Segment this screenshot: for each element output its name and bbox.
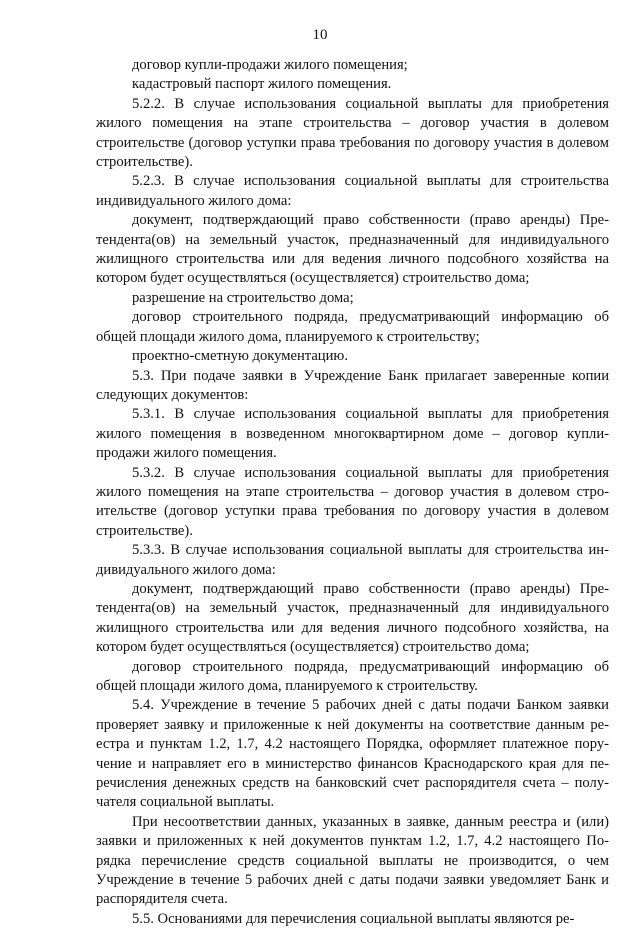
paragraph-5-2-3: 5.2.3. В случае использования социальной выплаты для строительства индивидуального жилого дома: xyxy=(96,173,609,209)
paragraph-5-5: 5.5. Основаниями для перечисления социальной выплаты являются ре- xyxy=(132,910,575,927)
paragraph-data-mismatch: При несоответствии данных, указанных в заявке, данным реестра и (или) заявки и приложенных к ней документов пунктам 1.2, 1.7, 4.2 настоящего Порядка перечисление средств социальной выплаты не производится, о чем Учреждение в течение 5 рабочих дней с даты подачи заявки уведомляет Банк и распорядителя счета. xyxy=(96,813,609,908)
paragraph-5-3-2: 5.3.2. В случае использования социальной выплаты для приобретения жилого помещения на этапе строительства – договор участия в долевом строительстве (договор уступки права требования по договору участия в долевом строительстве). xyxy=(96,464,609,539)
paragraph-land-ownership-document-2: документ, подтверждающий право собственности (право аренды) Претендента(ов) на земельный участок, предназначенный для индивидуального жилищного строительства или для ведения личного подсобного хозяйства, на котором будет осуществляться (осуществляется) строительство дома; xyxy=(96,580,609,656)
paragraph-cadastral-passport: кадастровый паспорт жилого помещения. xyxy=(132,76,392,93)
paragraph-5-3-1: 5.3.1. В случае использования социальной выплаты для приобретения жилого помещения в возведенном многоквартирном доме – договор купли-продажи жилого помещения. xyxy=(96,406,609,462)
page-number: 10 xyxy=(312,27,328,43)
paragraph-construction-contract: договор строительного подряда, предусматривающий информацию об общей площади жилого дома, планируемого к строительству; xyxy=(96,309,609,345)
paragraph-building-permit: разрешение на строительство дома; xyxy=(132,289,354,306)
paragraph-design-estimate: проектно-сметную документацию. xyxy=(132,348,348,365)
paragraph-contract-sale: договор купли-продажи жилого помещения; xyxy=(132,57,408,73)
paragraph-5-2-2: 5.2.2. В случае использования социальной выплаты для приобретения жилого помещения на этапе строительства – договор участия в долевом строительстве (договор уступки права требования по договору участия в долевом строительстве). xyxy=(96,95,609,171)
paragraph-5-4: 5.4. Учреждение в течение 5 рабочих дней с даты подачи Банком заявки проверяет заявку и приложенные к ней документы на соответствие данным реестра и пунктам 1.2, 1.7, 4.2 настоящего Порядка, оформляет платежное поручение и направляет его в министерство финансов Краснодарского края для перечисления денежных средств на банковский счет распорядителя счета – получателя социальной выплаты. xyxy=(96,697,609,811)
paragraph-construction-contract-2: договор строительного подряда, предусматривающий информацию об общей площади жилого дома, планируемого к строительству. xyxy=(96,658,609,694)
paragraph-land-ownership-document: документ, подтверждающий право собственности (право аренды) Претендента(ов) на земельный участок, предназначенный для индивидуального жилищного строительства или для ведения личного подсобного хозяйства на котором будет осуществляться (осуществляется) строительство дома; xyxy=(96,212,609,287)
paragraph-5-3-3: 5.3.3. В случае использования социальной выплаты для строительства индивидуального жилого дома: xyxy=(96,542,609,578)
document-body xyxy=(96,56,609,929)
paragraph-5-3: 5.3. При подаче заявки в Учреждение Банк прилагает заверенные копии следующих документов: xyxy=(96,367,609,403)
